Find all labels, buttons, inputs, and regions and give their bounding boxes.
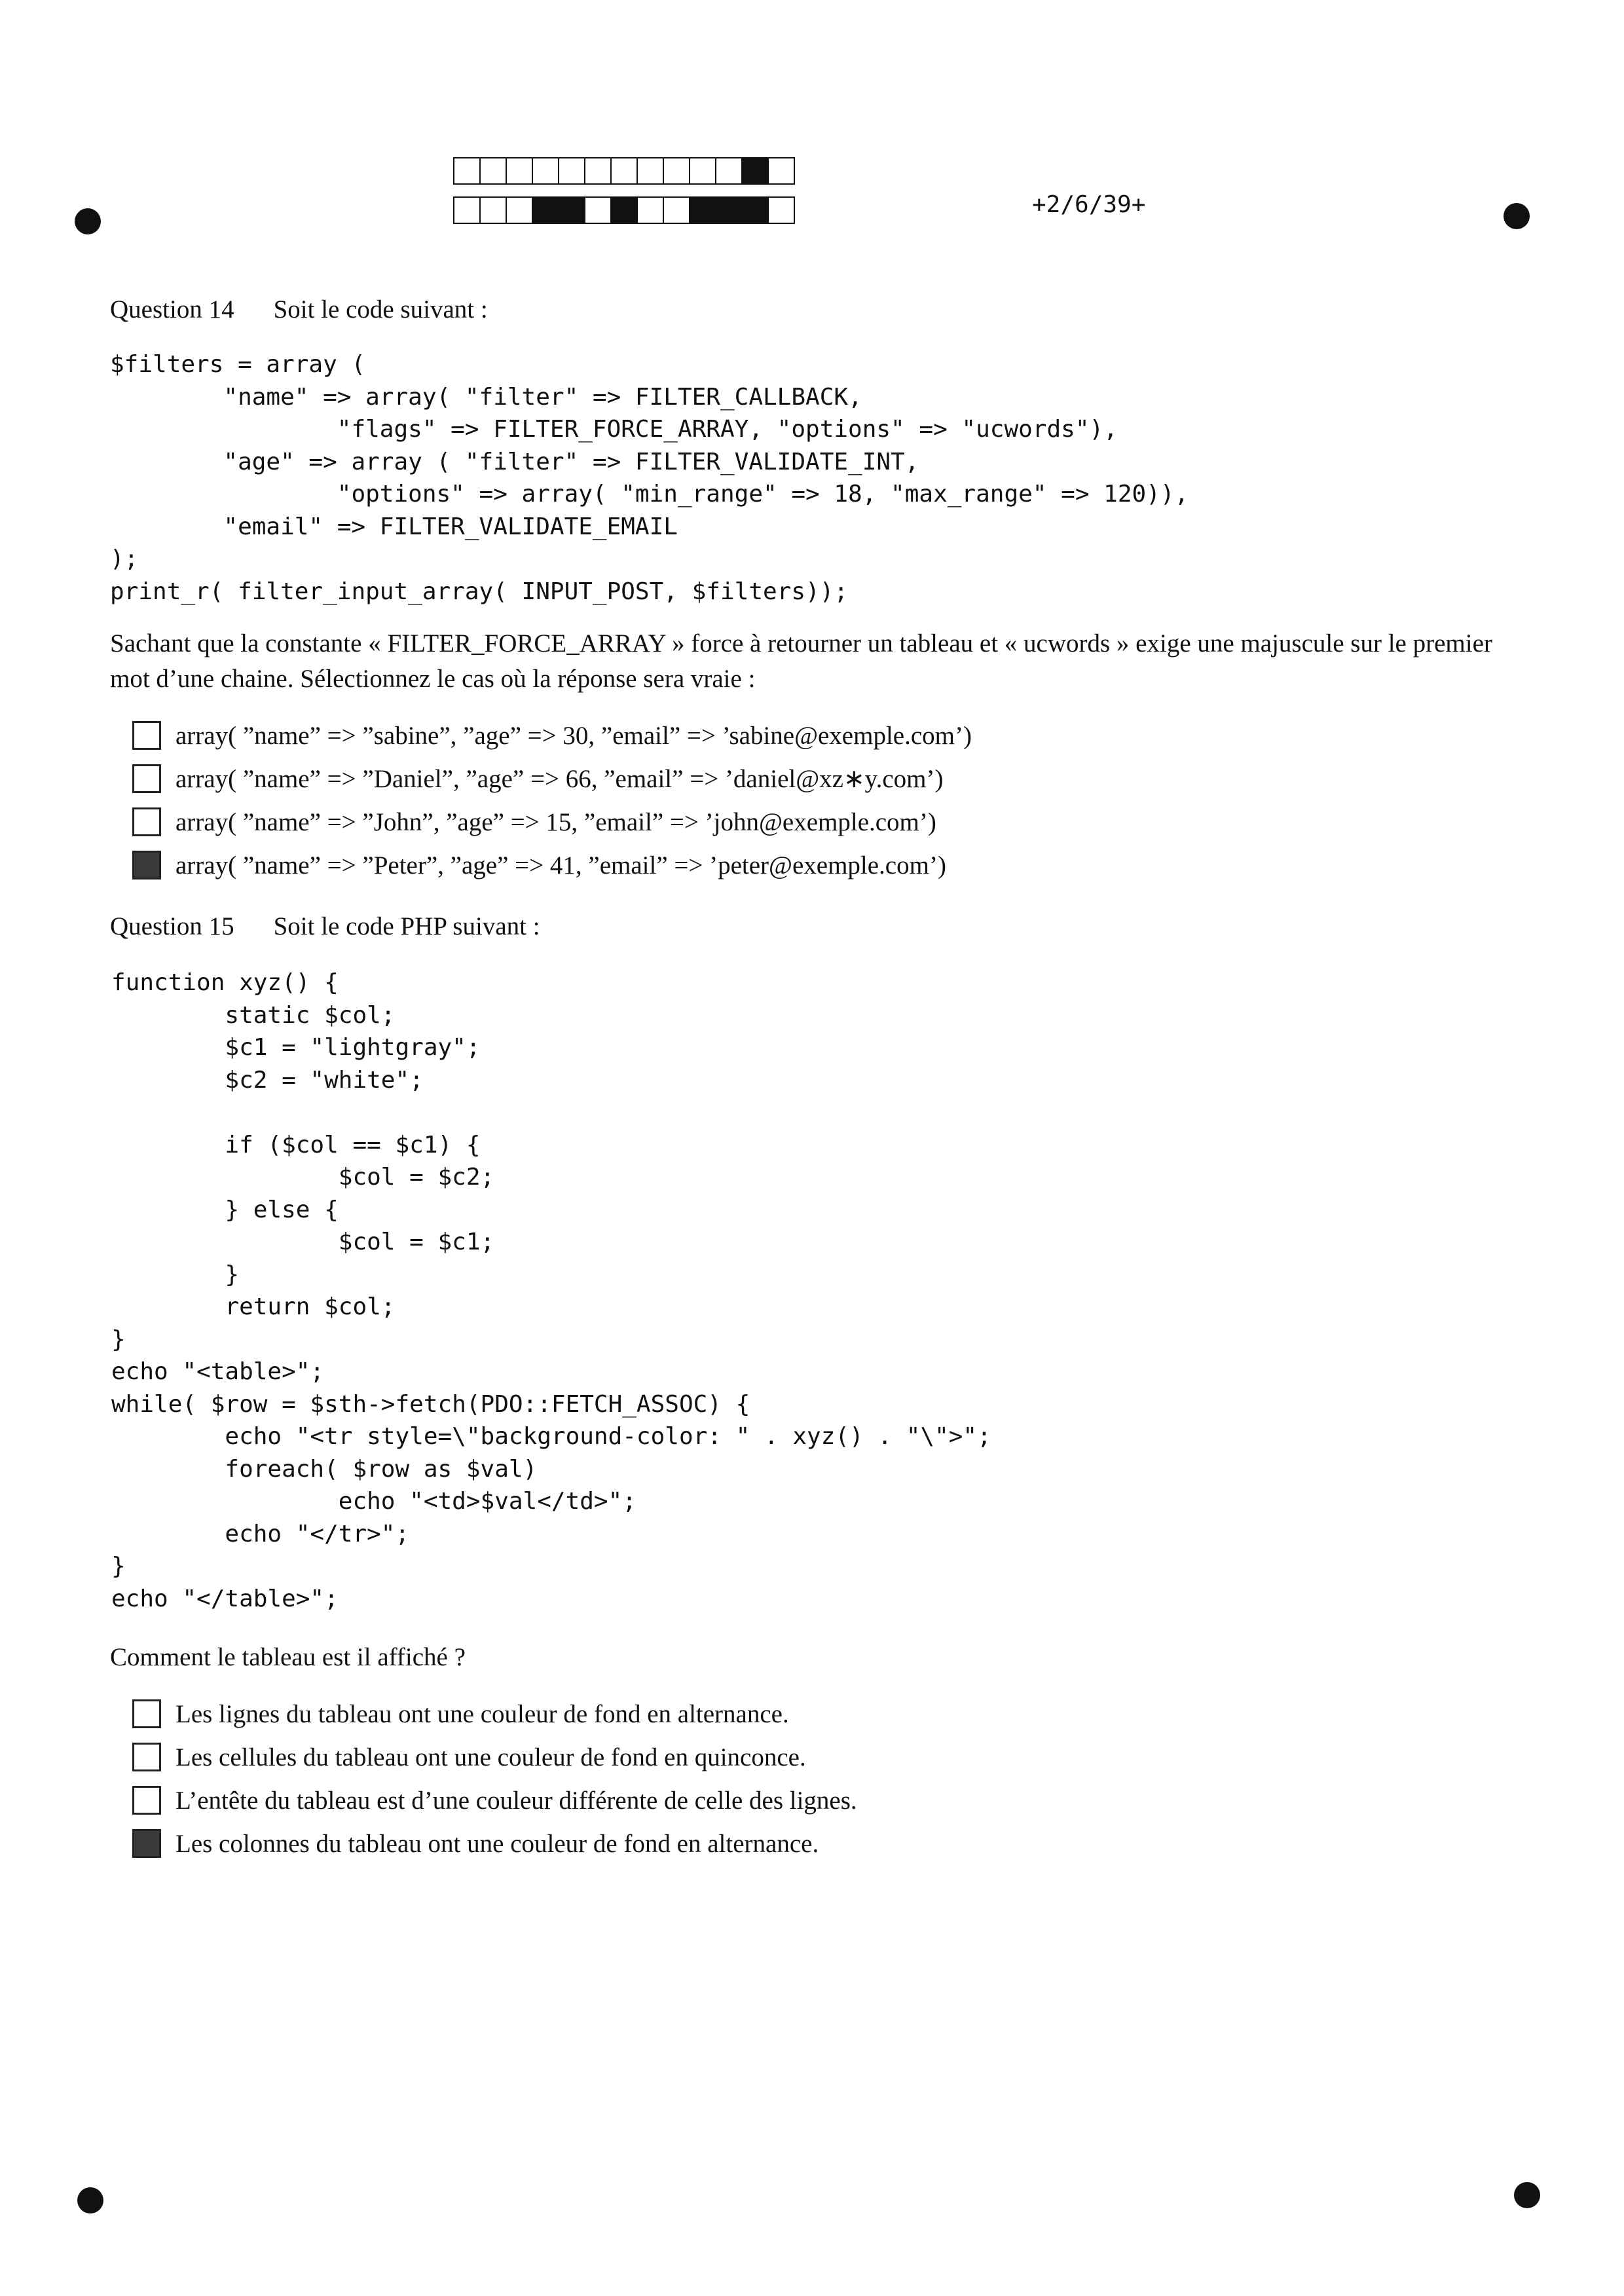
barcode-cell xyxy=(584,157,612,185)
checked-checkbox[interactable] xyxy=(132,851,161,880)
barcode-cell xyxy=(637,196,664,224)
page-id: +2/6/39+ xyxy=(1032,191,1146,218)
empty-checkbox[interactable] xyxy=(132,1743,161,1771)
answer-option-text: array( ”name” => ”Peter”, ”age” => 41, ”email” => ’peter@exemple.com’) xyxy=(175,851,946,880)
empty-checkbox[interactable] xyxy=(132,721,161,750)
barcode-cell xyxy=(506,196,533,224)
answer-option-text: Les colonnes du tableau ont une couleur de fond en alternance. xyxy=(175,1829,819,1858)
barcode-cell xyxy=(741,157,769,185)
question-prompt: Soit le code suivant : xyxy=(273,295,488,324)
barcode-row xyxy=(453,196,794,223)
barcode-cell xyxy=(715,196,743,224)
answer-option[interactable] xyxy=(132,757,972,800)
barcode-cell xyxy=(767,157,795,185)
barcode-cell xyxy=(479,196,507,224)
empty-checkbox[interactable] xyxy=(132,764,161,793)
question-label: Question 15 xyxy=(110,912,234,940)
barcode-cell xyxy=(741,196,769,224)
answer-option[interactable] xyxy=(132,1822,857,1865)
empty-checkbox[interactable] xyxy=(132,1786,161,1815)
answer-option-text: Les cellules du tableau ont une couleur de fond en quinconce. xyxy=(175,1743,806,1771)
question-prompt: Soit le code PHP suivant : xyxy=(273,912,540,940)
barcode-cell xyxy=(610,196,638,224)
answer-option[interactable] xyxy=(132,1779,857,1822)
answer-option[interactable] xyxy=(132,1692,857,1735)
barcode-cell xyxy=(558,157,585,185)
question-14-code: $filters = array ( "name" => array( "filter" => FILTER_CALLBACK, "flags" => FILTER_FORCE_ARRAY, "options" => "ucwords"), "age" => array ( "filter" => FILTER_VALIDATE_INT, "options" => array( "min_range" => 18, "max_range" => 120)), "email" => FILTER_VALIDATE_EMAIL ); print_r( filter_input_array( INPUT_POST, $filters)); xyxy=(110,351,1189,605)
barcode-cell xyxy=(532,157,559,185)
barcode-cell xyxy=(689,196,716,224)
answer-option-text: Les lignes du tableau ont une couleur de fond en alternance. xyxy=(175,1699,789,1728)
answer-option-text: array( ”name” => ”John”, ”age” => 15, ”email” => ’john@exemple.com’) xyxy=(175,807,936,836)
barcode-cell xyxy=(715,157,743,185)
question-14-text: Sachant que la constante « FILTER_FORCE_ARRAY » force à retourner un tableau et « ucwords » exige une majuscule sur le premier mot d’une chaine. Sélectionnez le cas où la réponse sera vraie : xyxy=(110,629,1492,693)
barcode-cell xyxy=(506,157,533,185)
barcode-cell xyxy=(532,196,559,224)
barcode-cell xyxy=(637,157,664,185)
barcode-cell xyxy=(479,157,507,185)
barcode-cell xyxy=(558,196,585,224)
checked-checkbox[interactable] xyxy=(132,1829,161,1858)
empty-checkbox[interactable] xyxy=(132,807,161,836)
answer-option[interactable] xyxy=(132,1735,857,1779)
barcode-cell xyxy=(663,157,690,185)
barcode-row xyxy=(453,157,794,183)
question-14-options xyxy=(132,714,972,887)
barcode-cell xyxy=(663,196,690,224)
registration-mark-bottom-right xyxy=(1514,2182,1540,2208)
registration-mark-top-right xyxy=(1504,203,1530,229)
barcode-cell xyxy=(453,196,481,224)
page-barcode xyxy=(453,157,794,236)
barcode-cell xyxy=(584,196,612,224)
empty-checkbox[interactable] xyxy=(132,1699,161,1728)
barcode-cell xyxy=(610,157,638,185)
question-15-header xyxy=(110,912,540,941)
answer-option-text: L’entête du tableau est d’une couleur différente de celle des lignes. xyxy=(175,1786,857,1815)
answer-option[interactable] xyxy=(132,714,972,757)
question-15-code: function xyz() { static $col; $c1 = "lightgray"; $c2 = "white"; if ($col == $c1) { $col = $c2; } else { $col = $c1; } return $col; } echo "<table>"; while( $row = $sth->fetch(PDO::FETCH_ASSOC) { echo "<tr style=\"background-color: " . xyz() . "\">"; foreach( $row as $val) echo "<td>$val</td>"; echo "</tr>"; } echo "</table>"; xyxy=(111,969,991,1612)
question-15-options xyxy=(132,1692,857,1865)
question-14-header xyxy=(110,295,488,324)
question-15-text: Comment le tableau est il affiché ? xyxy=(110,1643,466,1671)
answer-option-text: array( ”name” => ”sabine”, ”age” => 30, ”email” => ’sabine@exemple.com’) xyxy=(175,721,972,750)
question-label: Question 14 xyxy=(110,295,234,324)
barcode-cell xyxy=(453,157,481,185)
registration-mark-bottom-left xyxy=(77,2187,103,2213)
answer-option[interactable] xyxy=(132,800,972,843)
answer-option-text: array( ”name” => ”Daniel”, ”age” => 66, ”email” => ’daniel@xz∗y.com’) xyxy=(175,764,944,793)
barcode-cell xyxy=(689,157,716,185)
barcode-cell xyxy=(767,196,795,224)
registration-mark-top-left xyxy=(75,208,101,234)
answer-option[interactable] xyxy=(132,843,972,887)
